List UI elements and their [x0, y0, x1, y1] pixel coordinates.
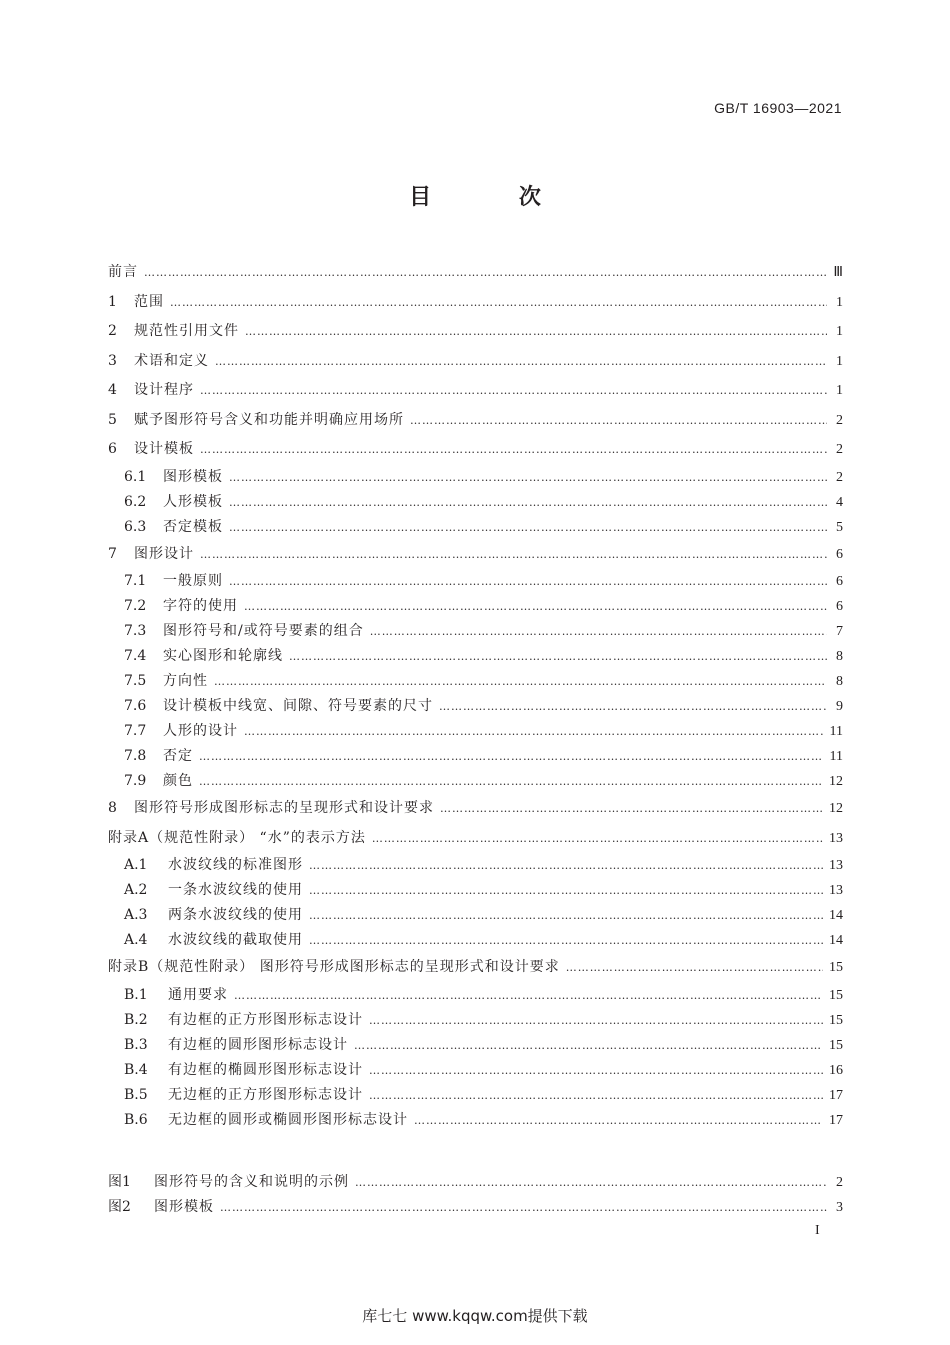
toc-entry[interactable] [108, 694, 843, 719]
toc-entry-label: 图形符号形成图形标志的呈现形式和设计要求 [134, 800, 434, 816]
toc-entry-number: B.4 [124, 1061, 148, 1078]
toc-entry-page: 12 [829, 774, 843, 789]
toc-entry-number: B.6 [124, 1111, 148, 1128]
toc-entry-label: 图形符号和/或符号要素的组合 [163, 623, 364, 639]
toc-entry[interactable] [108, 347, 843, 377]
dot-leader [289, 644, 827, 669]
dot-leader [245, 317, 827, 347]
toc-entry[interactable] [108, 515, 843, 540]
toc-entry-label: 一般原则 [163, 573, 223, 589]
toc-entry[interactable] [108, 540, 843, 570]
footer-watermark: 库七七 www.kqqw.com提供下载 [362, 1307, 588, 1325]
toc-entry-number: B.1 [124, 986, 148, 1003]
page-number: I [815, 1223, 820, 1238]
dot-leader [566, 953, 823, 983]
toc-entry-number: B.5 [124, 1086, 148, 1103]
toc-entry-page: 8 [836, 674, 843, 689]
toc-entry[interactable] [108, 903, 843, 928]
toc-entry-page: 17 [829, 1087, 843, 1103]
dot-leader [215, 347, 827, 377]
toc-entry-number: A.1 [124, 857, 148, 873]
toc-entry-page: 9 [836, 699, 843, 714]
toc-entry-page: 11 [829, 749, 843, 764]
toc-entry-page: 4 [836, 494, 843, 510]
toc-entry-label: 图形模板 [154, 1199, 214, 1215]
standard-code: GB/T 16903—2021 [714, 100, 842, 116]
toc-entry-number: 7.4 [124, 648, 147, 664]
toc-entry[interactable] [108, 983, 843, 1008]
toc-entry-label: 有边框的正方形图形标志设计 [168, 1011, 363, 1028]
toc-entry-number: 7.9 [124, 773, 147, 789]
toc-entry[interactable] [108, 376, 843, 406]
toc-entry[interactable] [108, 317, 843, 347]
toc-entry[interactable] [108, 794, 843, 824]
toc-entry-page: 15 [829, 960, 843, 975]
toc-entry-label: 图形符号的含义和说明的示例 [154, 1174, 349, 1190]
toc-entry-number: 5 [108, 411, 117, 428]
toc-entry-number: 3 [108, 352, 117, 369]
toc-entry-page: 3 [836, 1200, 843, 1215]
toc-entry-page: 6 [836, 599, 843, 614]
toc-entry-number: 6.2 [124, 493, 147, 510]
toc-entry[interactable] [108, 594, 843, 619]
toc-entry-page: 2 [836, 1175, 843, 1190]
dot-leader [229, 490, 827, 515]
toc-entry-label: 实心图形和轮廓线 [163, 648, 283, 664]
toc-entry[interactable] [108, 465, 843, 490]
toc-entry-page: 13 [829, 883, 843, 898]
toc-entry[interactable] [108, 406, 843, 436]
toc-entry-label: 人形模板 [163, 493, 223, 510]
toc-entry-label: 有边框的圆形图形标志设计 [168, 1036, 348, 1053]
toc-entry-number: 2 [108, 323, 117, 339]
toc-entry-label: 赋予图形符号含义和功能并明确应用场所 [134, 411, 404, 428]
toc-entry-number: 7.2 [124, 598, 147, 614]
dot-leader [170, 288, 827, 318]
dot-leader [354, 1033, 823, 1058]
toc-entry-page: 11 [829, 724, 843, 739]
dot-leader [229, 465, 827, 490]
toc-entry-label: 方向性 [163, 673, 208, 689]
toc-entry-page: 2 [836, 442, 843, 457]
toc-entry-number: 6 [108, 441, 117, 457]
toc-entry-number: 6.1 [124, 468, 147, 485]
toc-entry[interactable] [108, 435, 843, 465]
toc-entry-page: 15 [829, 1037, 843, 1053]
toc-entry-page: 1 [836, 383, 843, 398]
toc-entry[interactable] [108, 719, 843, 744]
toc-entry-number: A.3 [124, 907, 148, 923]
toc-entry[interactable] [108, 928, 843, 953]
toc-entry-label: 无边框的正方形图形标志设计 [168, 1086, 363, 1103]
toc-entry-label: 有边框的椭圆形图形标志设计 [168, 1061, 363, 1078]
toc-entry-page: 6 [836, 574, 843, 589]
dot-leader [199, 769, 823, 794]
dot-leader [369, 1083, 823, 1108]
toc-entry[interactable] [108, 853, 843, 878]
toc-entry-label: 水波纹线的截取使用 [168, 932, 303, 948]
dot-leader [309, 878, 823, 903]
dot-leader [220, 1195, 827, 1220]
dot-leader [199, 744, 824, 769]
dot-leader [214, 669, 827, 694]
toc-entry[interactable] [108, 644, 843, 669]
toc-entry[interactable] [108, 1083, 843, 1108]
toc-entry-number: 7 [108, 545, 117, 562]
toc-entry-label: 字符的使用 [163, 598, 238, 614]
toc-entry-label: 否定模板 [163, 518, 223, 535]
toc-entry-number: 6.3 [124, 518, 147, 535]
dot-leader [309, 903, 823, 928]
toc-entry-page: 8 [836, 649, 843, 664]
dot-leader [229, 569, 827, 594]
toc-entry-label: 范围 [134, 293, 164, 310]
toc-entry-label: 否定 [163, 748, 193, 764]
toc-entry[interactable] [108, 569, 843, 594]
dot-leader [229, 515, 827, 540]
toc-entry[interactable] [108, 878, 843, 903]
toc-entry-page: 13 [829, 830, 843, 846]
dot-leader [440, 794, 823, 824]
toc-entry-number: B.3 [124, 1036, 148, 1053]
toc-entry[interactable] [108, 824, 843, 854]
toc-entry-page: 14 [829, 933, 843, 948]
toc-entry[interactable] [108, 669, 843, 694]
toc-entry-page: 15 [829, 1012, 843, 1028]
dot-leader [414, 1108, 823, 1133]
dot-leader [244, 594, 827, 619]
figure-list [108, 1170, 843, 1220]
toc-entry-number: 图1 [108, 1174, 131, 1190]
toc-entry-number: 7.5 [124, 673, 147, 689]
toc-entry-page: 7 [836, 624, 843, 639]
toc-entry[interactable] [108, 1008, 843, 1033]
toc-entry-page: 13 [829, 858, 843, 873]
toc-entry[interactable] [108, 490, 843, 515]
toc-entry-label: 通用要求 [168, 986, 228, 1003]
toc-entry-label: 一条水波纹线的使用 [168, 882, 303, 898]
toc-entry-label: 人形的设计 [163, 723, 238, 739]
toc-entry-label: 前言 [108, 264, 138, 280]
toc-entry-number: 1 [108, 293, 117, 310]
toc-entry-page: 1 [836, 353, 843, 369]
toc-entry[interactable] [108, 288, 843, 318]
toc-entry-page: 16 [829, 1062, 843, 1078]
toc-entry[interactable] [108, 1195, 843, 1220]
toc-entry-page: 6 [836, 546, 843, 562]
dot-leader [369, 1058, 823, 1083]
toc-entry-page: 15 [829, 987, 843, 1003]
toc-entry[interactable] [108, 1108, 843, 1133]
dot-leader [439, 694, 827, 719]
toc-entry-label: 附录A（规范性附录） “水”的表示方法 [108, 829, 366, 846]
toc-entry-label: 设计模板中线宽、间隙、符号要素的尺寸 [163, 698, 433, 714]
toc-entry-page: 12 [829, 801, 843, 816]
toc-entry-label: 规范性引用文件 [134, 323, 239, 339]
toc-entry-page: Ⅲ [833, 265, 843, 280]
toc-entry-label: 设计模板 [134, 441, 194, 457]
toc-entry-page: 5 [836, 519, 843, 535]
dot-leader [370, 619, 827, 644]
toc-entry-number: B.2 [124, 1011, 148, 1028]
toc-entry-number: 7.8 [124, 748, 147, 764]
toc-entry-label: 水波纹线的标准图形 [168, 857, 303, 873]
toc-entry-number: 7.1 [124, 573, 147, 589]
toc-entry[interactable] [108, 258, 843, 288]
toc-entry-label: 图形设计 [134, 545, 194, 562]
dot-leader [144, 258, 827, 288]
toc-entry[interactable] [108, 1033, 843, 1058]
dot-leader [244, 719, 824, 744]
toc-entry-label: 附录B（规范性附录） 图形符号形成图形标志的呈现形式和设计要求 [108, 959, 560, 975]
toc-entry[interactable] [108, 953, 843, 983]
toc-entry-page: 17 [829, 1112, 843, 1128]
toc-entry-number: A.2 [124, 882, 148, 898]
toc-entry-page: 1 [836, 324, 843, 339]
table-of-contents [108, 258, 843, 1133]
page-title: 目 次 [409, 185, 581, 210]
toc-entry-label: 图形模板 [163, 468, 223, 485]
toc-entry[interactable] [108, 1170, 843, 1195]
dot-leader [410, 406, 827, 436]
toc-entry-page: 2 [836, 412, 843, 428]
toc-entry-number: 7.7 [124, 723, 147, 739]
dot-leader [309, 928, 823, 953]
toc-entry[interactable] [108, 619, 843, 644]
dot-leader [372, 824, 823, 854]
toc-entry[interactable] [108, 769, 843, 794]
dot-leader [355, 1170, 827, 1195]
dot-leader [200, 376, 827, 406]
toc-entry-number: 4 [108, 382, 117, 398]
toc-entry-label: 术语和定义 [134, 352, 209, 369]
toc-entry-number: 7.3 [124, 623, 147, 639]
toc-entry-number: 7.6 [124, 698, 147, 714]
toc-entry-number: 8 [108, 800, 117, 816]
toc-entry-label: 颜色 [163, 773, 193, 789]
toc-entry[interactable] [108, 1058, 843, 1083]
toc-entry-page: 1 [836, 294, 843, 310]
toc-entry-label: 无边框的圆形或椭圆形图形标志设计 [168, 1111, 408, 1128]
toc-entry-number: A.4 [124, 932, 148, 948]
dot-leader [200, 435, 827, 465]
dot-leader [234, 983, 823, 1008]
dot-leader [200, 540, 827, 570]
toc-entry-label: 两条水波纹线的使用 [168, 907, 303, 923]
dot-leader [369, 1008, 823, 1033]
toc-entry-page: 2 [836, 469, 843, 485]
toc-entry-label: 设计程序 [134, 382, 194, 398]
toc-entry-page: 14 [829, 908, 843, 923]
toc-entry[interactable] [108, 744, 843, 769]
dot-leader [309, 853, 823, 878]
toc-entry-number: 图2 [108, 1199, 131, 1215]
